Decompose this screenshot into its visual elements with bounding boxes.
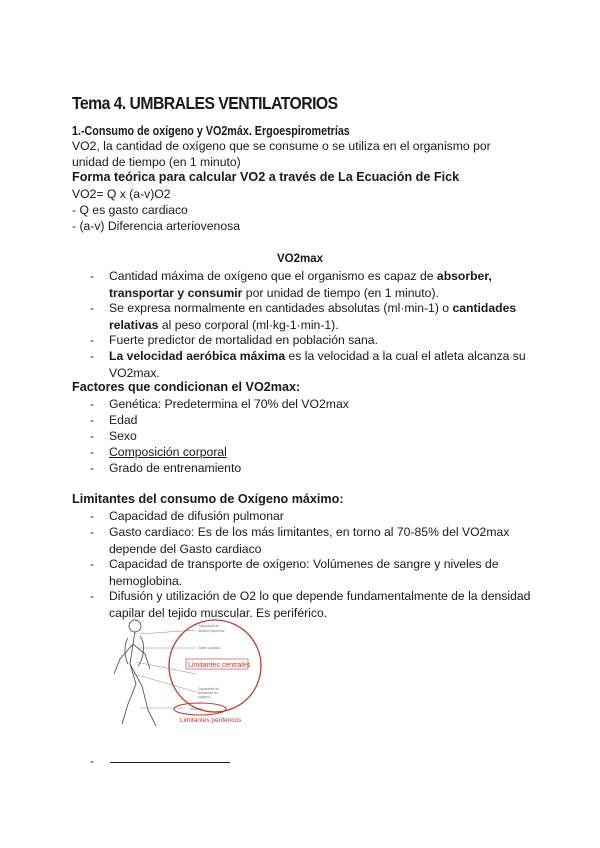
- bullet-dash: -: [90, 429, 95, 443]
- text: depende del Gasto cardiaco: [109, 541, 262, 556]
- limitantes-heading: Limitantes del consumo de Oxígeno máximo:: [72, 492, 344, 506]
- vo2max-heading: VO2max: [276, 253, 324, 265]
- list-item: [109, 300, 539, 333]
- list-item: Composición corporal: [109, 445, 227, 459]
- formula: VO2= Q x (a-v)O2: [72, 187, 171, 201]
- bold-text: cantidades: [452, 301, 517, 315]
- bullet-dash: -: [90, 333, 95, 347]
- bullet-dash: -: [90, 589, 95, 603]
- text: hemoglobina.: [109, 573, 183, 588]
- svg-text:Capacidad de: Capacidad de: [198, 624, 219, 628]
- section-heading: 1.-Consumo de oxígeno y VO2máx. Ergoespirometrías: [72, 124, 350, 138]
- list-item: Capacidad de difusión pulmonar: [109, 509, 284, 523]
- peripheral-label: Limitantes periféricos: [180, 717, 242, 724]
- text: capilar del tejido muscular. Es periférico.: [109, 605, 328, 620]
- list-item: [109, 268, 539, 301]
- text: por unidad de tiempo (en 1 minuto).: [242, 285, 439, 300]
- bullet-dash: -: [90, 525, 95, 539]
- bold-text: transportar y consumir: [109, 285, 243, 300]
- svg-text:difusión pulmonar: difusión pulmonar: [198, 629, 225, 633]
- text: Gasto cardiaco: Es de los más limitantes, en torno al 70-85% del VO2max: [109, 525, 510, 539]
- blank-underline: [110, 762, 230, 763]
- svg-text:Músculo: Músculo: [190, 707, 203, 711]
- runner-figure: [100, 614, 280, 734]
- bullet-dash: -: [90, 349, 95, 363]
- bullet-dash: -: [90, 413, 95, 427]
- text: VO2max.: [109, 365, 160, 380]
- bold-text: La velocidad aeróbica máxima: [109, 349, 286, 363]
- bullet-dash: -: [90, 557, 95, 571]
- list-item: Sexo: [109, 429, 137, 443]
- bullet-dash: -: [90, 269, 95, 283]
- list-item: Edad: [109, 413, 138, 427]
- bullet-dash: -: [90, 509, 95, 523]
- svg-text:Capacidad de: Capacidad de: [198, 687, 219, 691]
- list-item: - (a-v) Diferencia arteriovenosa: [72, 219, 240, 233]
- bullet-dash: -: [90, 397, 95, 411]
- list-item: Genética: Predetermina el 70% del VO2max: [109, 397, 349, 411]
- bullet-dash: -: [90, 301, 95, 315]
- runner-icon: [114, 620, 156, 726]
- text: Se expresa normalmente en cantidades absolutas (ml·min-1) o: [109, 301, 453, 315]
- bold-text: absorber,: [436, 269, 492, 283]
- bullet-dash: -: [90, 754, 95, 768]
- svg-text:oxígeno: oxígeno: [198, 695, 211, 699]
- bullet-dash: -: [90, 445, 95, 459]
- text: al peso corporal (ml·kg-1·min-1).: [158, 317, 339, 332]
- page-title: Tema 4. UMBRALES VENTILATORIOS: [72, 93, 338, 113]
- text: Cantidad máxima de oxígeno que el organismo es capaz de: [109, 269, 437, 283]
- list-item: [109, 556, 539, 589]
- bold-text: relativas: [109, 317, 159, 332]
- text: Capacidad de transporte de oxígeno: Volúmenes de sangre y niveles de: [109, 557, 499, 571]
- paragraph-line: VO2, la cantidad de oxígeno que se consume o se utiliza en el organismo por: [72, 139, 491, 153]
- list-item: [109, 348, 539, 381]
- bullet-dash: -: [90, 461, 95, 475]
- list-item: - Q es gasto cardiaco: [72, 203, 188, 217]
- paragraph-line: unidad de tiempo (en 1 minuto): [72, 155, 241, 169]
- text: Difusión y utilización de O2 lo que depende fundamentalmente de la densidad: [109, 589, 531, 603]
- text: es la velocidad a la cual el atleta alcanza su: [285, 349, 526, 363]
- svg-text:transporte de: transporte de: [198, 691, 218, 695]
- fick-heading: Forma teórica para calcular VO2 a través de La Ecuación de Fick: [72, 170, 460, 184]
- factores-heading: Factores que condicionan el VO2max:: [72, 380, 301, 394]
- list-item: Fuerte predictor de mortalidad en población sana.: [109, 333, 378, 347]
- list-item: [109, 524, 539, 557]
- list-item: Grado de entrenamiento: [109, 461, 242, 475]
- svg-text:Gasto cardiaco: Gasto cardiaco: [198, 646, 221, 650]
- central-label: Limitantes centrales: [188, 662, 251, 669]
